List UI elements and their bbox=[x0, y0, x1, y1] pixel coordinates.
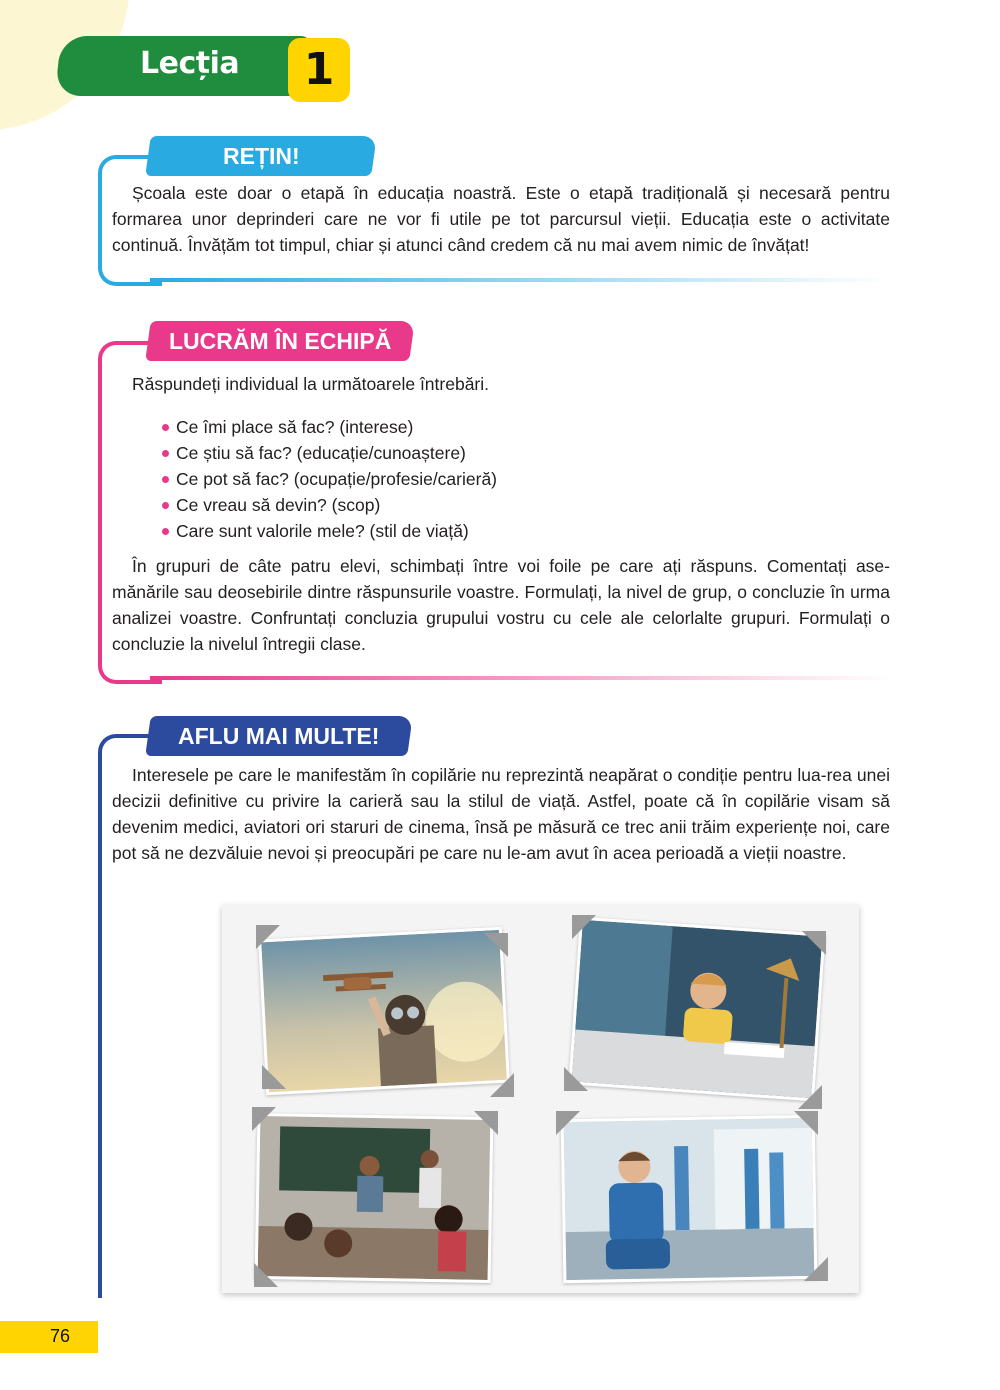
photo-corner bbox=[262, 1065, 286, 1089]
list-item: Ce pot să fac? (ocupație/profesie/carieră) bbox=[162, 466, 762, 492]
photo-corner bbox=[490, 1073, 514, 1097]
aflu-text: Interesele pe care le manifestăm în copilărie nu reprezintă neapărat o condiție pentru lua-rea unei decizii definitive cu privire la carieră sau la stilul de viață. Astfel, poate că în copilărie visam să devenim medici, aviatori ori staruri de cinema, însă pe măsură ce trec anii trăim experiențe noi, care pot să ne dezvăluie nevoi și preocupări pe care nu le-am avut în acea perioadă a vieții noastre. bbox=[112, 765, 890, 863]
lucram-intro: Răspundeți individual la următoarele întrebări. bbox=[132, 374, 490, 394]
photo-corner bbox=[556, 1111, 580, 1135]
lesson-title: Lecția bbox=[140, 46, 240, 81]
photo-corner bbox=[802, 931, 826, 955]
photo-classroom bbox=[255, 1113, 494, 1283]
photo-child-aviator bbox=[258, 927, 510, 1096]
retin-underline bbox=[150, 278, 890, 282]
lucram-underline bbox=[150, 676, 890, 680]
retin-tag-label: REȚIN! bbox=[222, 143, 300, 169]
list-item: Ce vreau să devin? (scop) bbox=[162, 492, 762, 518]
page-number-badge bbox=[0, 1321, 98, 1353]
lucram-tag bbox=[145, 321, 415, 361]
photo-corner bbox=[252, 1107, 276, 1131]
photo-collage bbox=[222, 905, 859, 1293]
photo-medical-staff bbox=[561, 1115, 818, 1283]
list-item: Care sunt valorile mele? (stil de viață) bbox=[162, 518, 762, 544]
photo-corner bbox=[804, 1257, 828, 1281]
photo-corner bbox=[572, 915, 596, 939]
photo-boy-studying bbox=[568, 917, 825, 1102]
lucram-question-list bbox=[162, 414, 762, 544]
retin-text: Școala este doar o etapă în educația noastră. Este o etapă tradițională și necesară pentru formarea unor deprinderi care ne vor fi utile pe tot parcursul vieții. Educația este o activitate continuă. Învățăm tot timpul, chiar și atunci când credem că nu mai avem nimic de învățat! bbox=[112, 183, 890, 255]
photo-corner bbox=[256, 925, 280, 949]
photo-corner bbox=[474, 1111, 498, 1135]
retin-tag bbox=[145, 136, 377, 176]
photo-corner bbox=[798, 1085, 822, 1109]
retin-paragraph bbox=[112, 180, 890, 258]
lucram-text: În grupuri de câte patru elevi, schimbați între voi foile pe care ați răspuns. Comentați ase-mănările sau deosebirile dintre răspunsurile voastre. Formulați, la nivel de grup, o concluzie în urma analizei voastre. Confruntați concluzia grupului vostru cu cele ale celorlalte grupuri. Formulați o concluzie la nivelul întregii clase. bbox=[112, 556, 890, 654]
aflu-tag-label: AFLU MAI MULTE! bbox=[178, 723, 380, 749]
lucram-tag-label: LUCRĂM ÎN ECHIPĂ bbox=[168, 328, 392, 354]
photo-corner bbox=[254, 1263, 278, 1287]
aflu-paragraph bbox=[112, 762, 890, 866]
lesson-number: 1 bbox=[288, 38, 350, 102]
aflu-tag bbox=[145, 716, 413, 756]
photo-corner bbox=[794, 1111, 818, 1135]
page-number: 76 bbox=[50, 1326, 71, 1346]
list-item: Ce știu să fac? (educație/cunoaștere) bbox=[162, 440, 762, 466]
photo-corner bbox=[484, 933, 508, 957]
lucram-paragraph bbox=[112, 553, 890, 657]
list-item: Ce îmi place să fac? (interese) bbox=[162, 414, 762, 440]
photo-corner bbox=[564, 1067, 588, 1091]
